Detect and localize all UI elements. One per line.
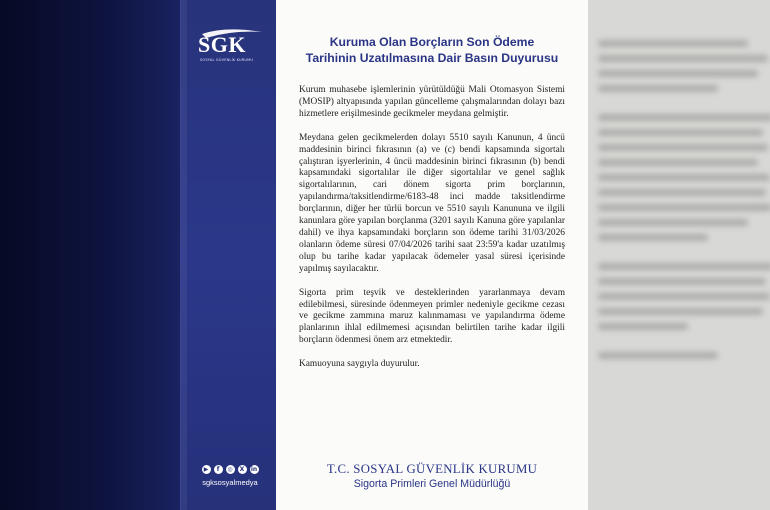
youtube-icon: ▶: [202, 465, 211, 474]
title-line-1: Kuruma Olan Borçların Son Ödeme: [329, 35, 535, 49]
facebook-icon: f: [214, 465, 223, 474]
blurred-background-copy: [588, 0, 770, 510]
signature-department: Sigorta Primleri Genel Müdürlüğü: [353, 478, 511, 490]
title-line-2: Tarihinin Uzatılmasına Dair Basın Duyurusu: [305, 51, 559, 65]
sgk-side-band: [180, 0, 276, 510]
signature-block: [276, 462, 588, 490]
dark-background: [0, 0, 180, 510]
social-handle: sgksosyalmedya: [202, 478, 258, 487]
sgk-logo: [196, 28, 264, 68]
paragraph: Kurum muhasebe işlemlerinin yürütüldüğü Mali Otomasyon Sistemi (MOSIP) altyapısında yapılan güncelleme çalışmalarından dolayı bazı hizmetlere erişilmesinde gecikmeler meydana gelmiştir.: [299, 85, 565, 119]
instagram-icon: ◎: [227, 466, 233, 473]
signature-organization: T.C. SOSYAL GÜVENLİK KURUMU: [326, 462, 538, 476]
document-title: [299, 34, 565, 66]
document-body: [299, 85, 565, 371]
linkedin-icon: in: [250, 466, 258, 473]
closing-paragraph: Kamuoyuna saygıyla duyurulur.: [299, 359, 420, 370]
logo-wordmark: SGK: [198, 32, 246, 57]
blurred-text-lines: [598, 40, 770, 367]
paragraph: Sigorta prim teşvik ve desteklerinden yararlanmaya devam edilebilmesi, süresinde ödenmeyen primler nedeniyle gecikme cezası ve gecikme zammına maruz kalınmaması ve yapılandırma ödeme planlarının ihlal edilmemesi açısından belirtilen tarihe kadar ilgili borçların ödenmesi önem arz etmektedir.: [299, 287, 565, 346]
x-icon: X: [238, 465, 247, 474]
social-media-block: [194, 465, 266, 487]
press-release-document: [276, 0, 588, 510]
paragraph: Meydana gelen gecikmelerden dolayı 5510 sayılı Kanunun, 4 üncü maddesinin birinci fıkrasının (a) ve (c) bendi kapsamında sigortalı çalıştıran işyerlerinin, 4 üncü maddesinin birinci fıkrasının (b) bendi kapsamındaki sigortalılar ile diğer sigortalılar ve genel sağlık sigortalılarının, cari dönem sigorta prim borçlarının, yapılandırma/taksitlendirme/6183-48 inci madde taksitlendirme borçlarının, diğer her türlü borcun ve 5510 sayılı Kanununa ve ilgili kanunlara göre yapılan borçlanma (3201 sayılı Kanuna göre yapılanlar dahil) ve ihya kapsamındaki borçların son ödeme tarihi 31/03/2026 olanların ödeme süresi 07/04/2026 tarihi saat 23:59'a kadar uzatılmış olup bu tarihe kadar yapılacak ödemeler yasal süresi içerisinde yapılmış sayılacaktır.: [299, 132, 565, 274]
logo-tagline: SOSYAL GÜVENLİK KURUMU: [200, 58, 254, 62]
